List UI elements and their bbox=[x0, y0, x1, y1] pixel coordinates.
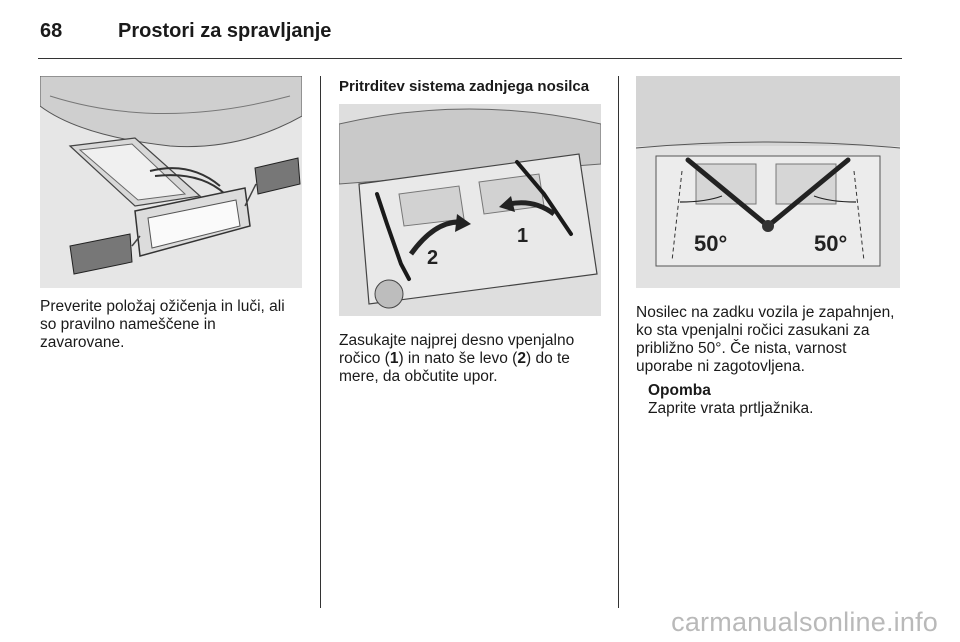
figure-label-2: 2 bbox=[427, 247, 439, 269]
text-part: ) in nato še levo ( bbox=[398, 350, 518, 367]
column-divider-2 bbox=[618, 76, 619, 608]
ref-number-1: 1 bbox=[389, 350, 399, 367]
figure-wiring-lights bbox=[40, 76, 302, 288]
text-part: Zasukajte najprej desno vpenjalno ročico ( bbox=[339, 332, 575, 367]
page-number: 68 bbox=[40, 20, 63, 42]
ref-number-2: 2 bbox=[517, 350, 526, 367]
figure-lever-angle bbox=[636, 76, 900, 288]
angle-label-left: 50° bbox=[694, 231, 728, 256]
paragraph-latched: Nosilec na zadku vozila je zapahnjen, ko sta vpenjalni ročici zasukani za približno 50°. Če nista, varnost uporabe ni zagotovljena. bbox=[636, 304, 895, 375]
paragraph-check-wiring: Preverite položaj ožičenja in luči, ali so pravilno nameščene in zavarovane. bbox=[40, 298, 285, 351]
chapter-title: Prostori za spravljanje bbox=[118, 20, 332, 42]
section-heading: Pritrditev sistema zadnjega nosilca bbox=[339, 78, 590, 95]
angle-label-right: 50° bbox=[814, 231, 848, 256]
figure-clamping-levers bbox=[339, 104, 601, 316]
watermark-text: carmanualsonline.info bbox=[671, 607, 938, 637]
figure-label-1: 1 bbox=[517, 225, 529, 247]
note-block bbox=[648, 382, 898, 418]
column-divider-1 bbox=[320, 76, 321, 608]
text-part: ) do te mere, da občutite upor. bbox=[339, 350, 570, 385]
paragraph-turn-levers bbox=[339, 332, 601, 386]
page-header bbox=[38, 18, 902, 59]
note-text: Zaprite vrata prtljažnika. bbox=[648, 400, 814, 417]
note-title: Opomba bbox=[648, 382, 711, 399]
